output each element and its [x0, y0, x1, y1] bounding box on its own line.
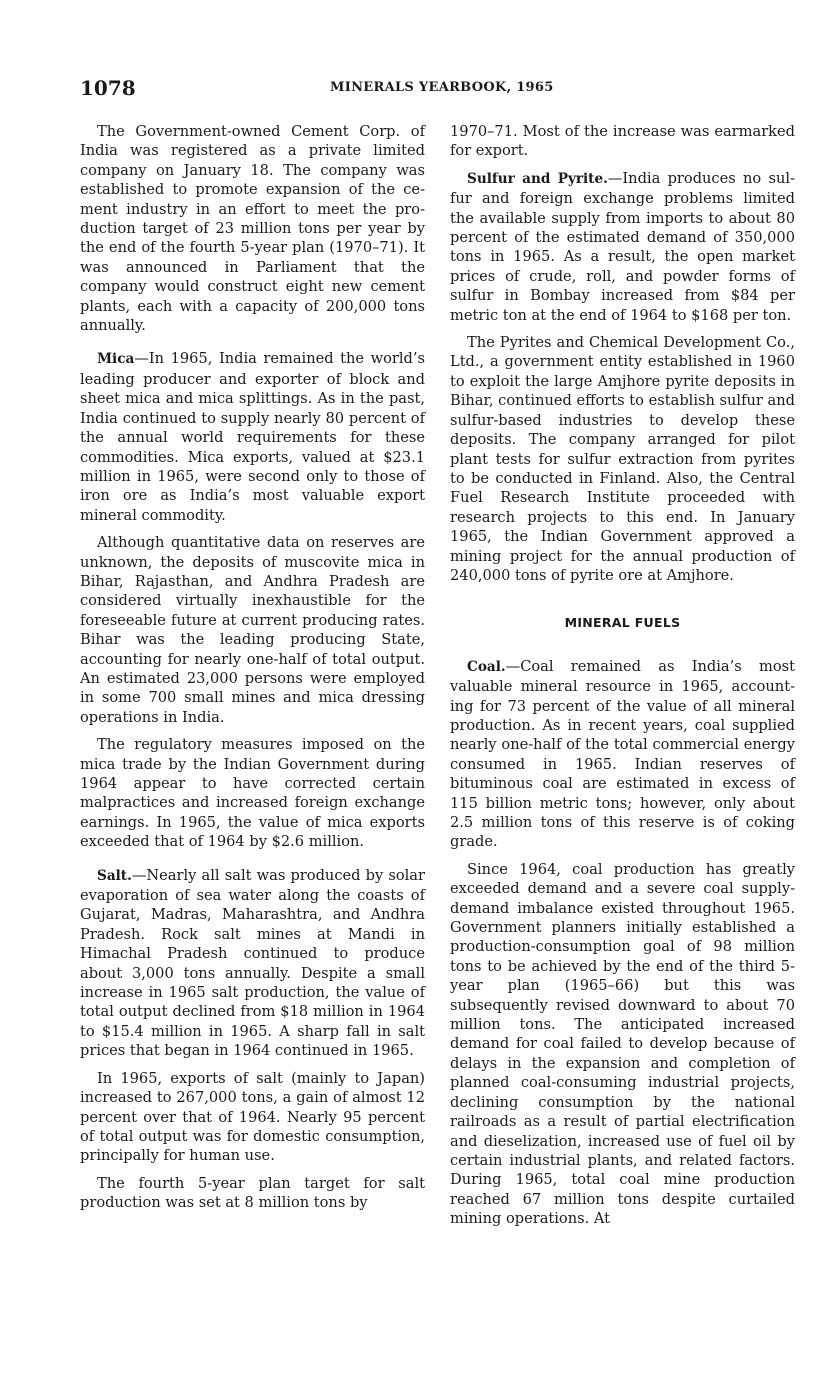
sulfur-paragraph-1-text: —India produces no sulfur and foreign exchange problems limited the available supply from imports to about 80 percent of the estimated demand of 350,000 tons in 1965. As a result, the open market prices of crude, roll, and powder forms of sulfur in Bombay increased from $84 per metric ton at the end of 1964 to $168 per ton.	[450, 169, 795, 324]
section-heading-mineral-fuels: MINERAL FUELS	[564, 615, 681, 631]
page-number: 1078	[80, 76, 136, 100]
salt-heading: Salt.	[97, 867, 132, 884]
sulfur-paragraph-1	[450, 169, 795, 325]
coal-paragraph-2: Since 1964, coal production has greatly exceeded demand and a severe coal supply-demand imbalance existed throughout 1965. Government planners initially established a production-consumption goal of 98 million tons to be achieved by the end of the third 5-year plan (1965–66) but this was subsequently revised downward to about 70 million tons. The anticipated increased demand for coal failed to develop because of delays in the expansion and completion of planned coal-consuming industrial projects, declining consumption by the national railroads as a result of partial electrification and dieselization, increased use of fuel oil by certain industrial plants, and related factors. During 1965, total coal mine production reached 67 million tons despite curtailed mining operations. At	[450, 860, 795, 1228]
sulfur-heading: Sulfur and Pyrite.	[467, 170, 608, 187]
continuation-paragraph: 1970–71. Most of the increase was earmarked for export.	[450, 123, 795, 160]
mica-paragraph-1-text: —In 1965, India remained the world’s leading producer and exporter of block and sheet mica and mica splittings. As in the past, India continued to supply nearly 80 percent of the annual world requirements for these commodities. Mica exports, valued at $23.1 million in 1965, were second only to those of iron ore as India’s most valuable export mineral commodity.	[80, 350, 425, 524]
coal-paragraph-1	[450, 657, 795, 852]
mica-paragraph-2: Although quantitative data on reserves are unknown, the deposits of muscovite mica in Bihar, Rajasthan, and Andhra Pradesh are considered virtually inexhaustible for the foreseeable future at current producing rates. Bihar was the leading producing State, accounting for nearly one-half of total output. An estimated 23,000 persons were employed in some 700 small mines and mica dressing operations in India.	[80, 534, 425, 726]
mica-heading: Mica	[97, 351, 135, 368]
mica-paragraph-3: The regulatory measures imposed on the mica trade by the Indian Government during 1964 appear to have corrected certain malpractices and increased foreign exchange earnings. In 1965, the value of mica exports exceeded that of 1964 by $2.6 million.	[80, 736, 425, 851]
right-column	[450, 122, 795, 1237]
left-column	[80, 122, 425, 1221]
salt-paragraph-1-text: —Nearly all salt was produced by solar evaporation of sea water along the coasts of Gujarat, Madras, Maharashtra, and Andhra Pradesh. Rock salt mines at Mandi in Himachal Pradesh continued to produce about 3,000 tons annually. Despite a small increase in 1965 salt production, the value of total output declined from $18 million in 1964 to $15.4 million in 1965. A sharp fall in salt prices that began in 1964 continued in 1965.	[80, 866, 425, 1060]
running-head: MINERALS YEARBOOK, 1965	[330, 80, 554, 95]
salt-paragraph-1	[80, 866, 425, 1061]
salt-paragraph-2: In 1965, exports of salt (mainly to Japan) increased to 267,000 tons, a gain of almost 12 percent over that of 1964. Nearly 95 percent of total output was for domestic consumption, principally for human use.	[80, 1069, 425, 1165]
coal-paragraph-1-text: —Coal remained as India’s most valuable mineral resource in 1965, accounting for 73 percent of the value of all mineral production. As in recent years, coal supplied nearly one-half of the total commercial energy consumed in 1965. Indian reserves of bituminous coal are estimated in excess of 115 billion metric tons; however, only about 2.5 million tons of this reserve is of coking grade.	[450, 657, 795, 851]
cement-paragraph: The Government-owned Cement Corp. of India was registered as a private limited company on January 18. The company was established to promote expansion of the cement industry in an effort to meet the production target of 23 million tons per year by the end of the fourth 5-year plan (1970–71). It was announced in Parliament that the company would construct eight new cement plants, each with a capacity of 200,000 tons annually.	[80, 123, 425, 335]
mica-paragraph-1	[80, 349, 425, 525]
sulfur-paragraph-2: The Pyrites and Chemical Development Co., Ltd., a government entity established in 1960 to exploit the large Amjhore pyrite deposits in Bihar, continued efforts to establish sulfur and sulfur-based industries to develop these deposits. The company arranged for pilot plant tests for sulfur extraction from pyrites to be conducted in Finland. Also, the Central Fuel Research Institute proceeded with research projects to this end. In January 1965, the Indian Government approved a mining project for the annual production of 240,000 tons of pyrite ore at Amjhore.	[450, 334, 795, 584]
coal-heading: Coal.	[467, 658, 506, 675]
salt-paragraph-3: The fourth 5-year plan target for salt production was set at 8 million tons by	[80, 1174, 425, 1212]
